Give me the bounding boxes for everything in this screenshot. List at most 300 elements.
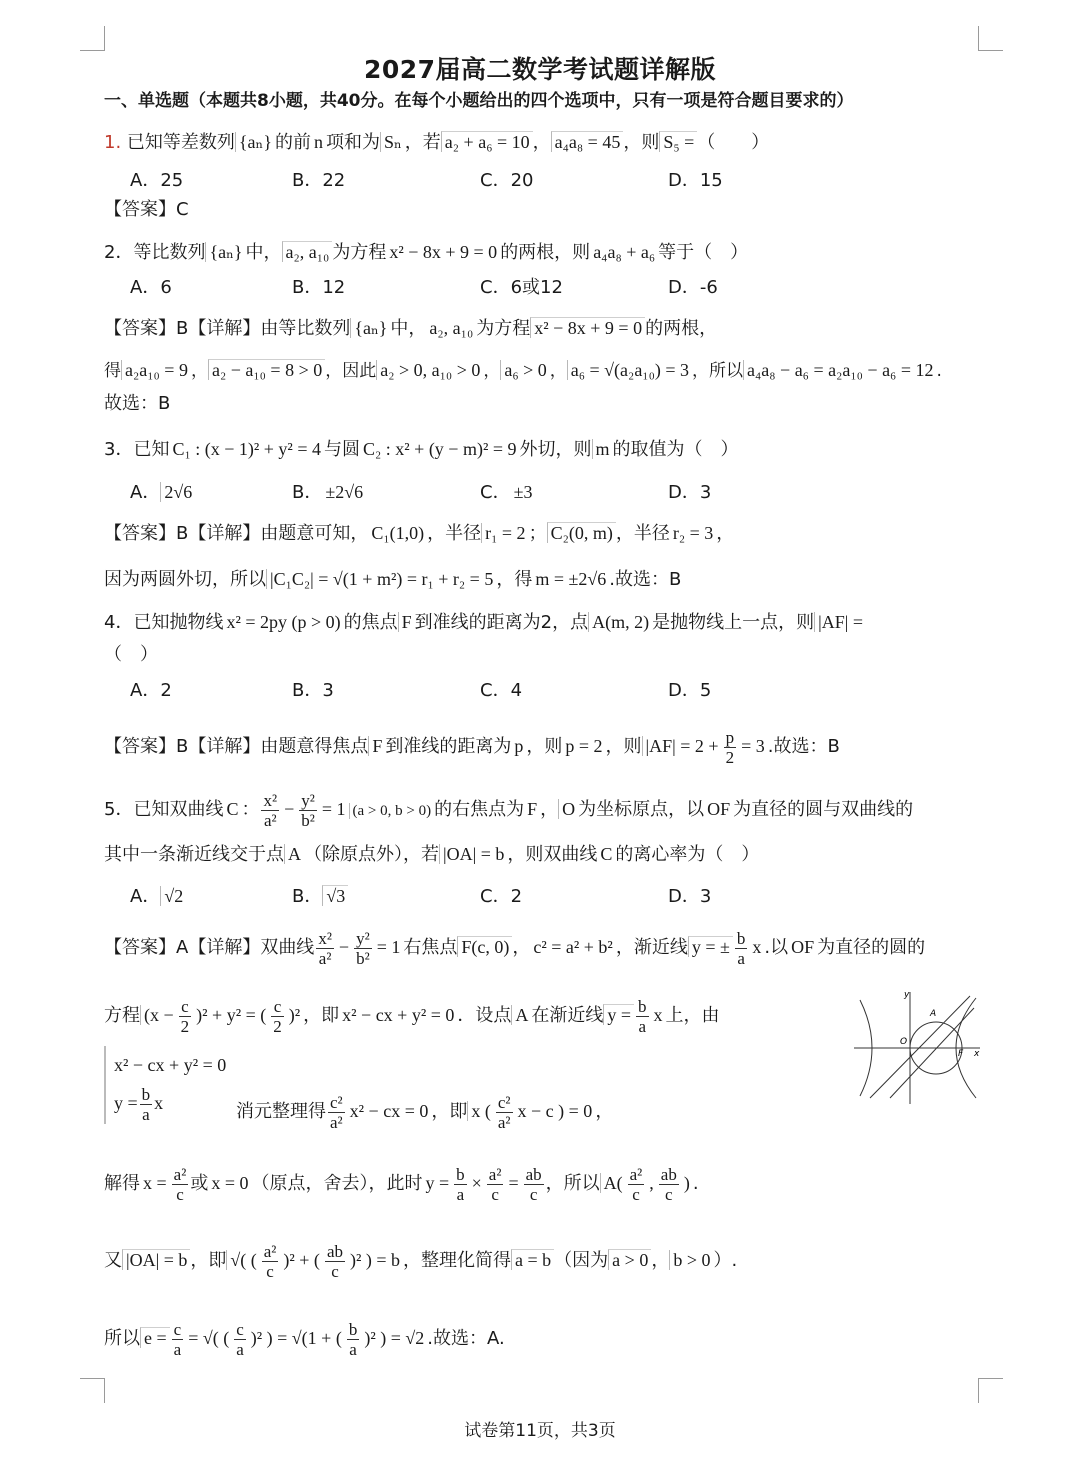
denominator: c — [266, 1261, 274, 1281]
numerator: ab — [660, 1164, 677, 1184]
option-label: A． — [130, 482, 161, 503]
q3-text: 与圆 — [323, 439, 360, 460]
answer-text: 所以 — [104, 1328, 140, 1349]
answer-text: ，即 — [303, 1005, 340, 1026]
crop-mark-bottom-right — [978, 1378, 1003, 1403]
math: x — [752, 937, 762, 957]
numerator: a² — [173, 1164, 187, 1184]
math: )² — [288, 1005, 301, 1025]
option-a — [130, 882, 186, 908]
math: |OA| = b — [122, 1249, 190, 1270]
fraction — [735, 929, 748, 968]
option-label: B． — [292, 482, 323, 503]
math: − — [284, 799, 295, 819]
denominator: a — [142, 1105, 150, 1125]
denominator: a² — [318, 948, 332, 968]
numerator: b — [348, 1319, 358, 1339]
math: x — [154, 1093, 164, 1113]
math: p = 2 — [565, 736, 603, 756]
option-b — [292, 882, 348, 908]
fraction — [299, 791, 317, 830]
answer-text: ， — [716, 523, 735, 544]
denominator: a — [737, 948, 745, 968]
denominator: c — [632, 1184, 640, 1204]
math: = √( ( — [188, 1328, 230, 1348]
math: (x − — [140, 1005, 177, 1025]
denominator: a² — [497, 1112, 511, 1132]
option-d: D．-6 — [668, 277, 718, 298]
denominator: a — [349, 1339, 357, 1359]
answer-text: ，则 — [605, 736, 642, 757]
section-heading: 一、单选题（本题共8小题，共40分。在每个小题给出的四个选项中，只有一项是符合题目要求的） — [104, 91, 854, 111]
answer-1: 【答案】C — [104, 199, 189, 220]
math: x — [653, 1005, 663, 1025]
option-a — [130, 478, 195, 504]
math: C — [600, 844, 613, 864]
answer-text: . — [692, 1173, 699, 1194]
fraction — [347, 1320, 360, 1359]
math: 2√6 — [160, 482, 195, 502]
q2-text: 中， — [245, 242, 282, 263]
math: − — [338, 937, 350, 957]
q2-text: 的两根，则 — [500, 242, 591, 263]
denominator: a — [173, 1339, 182, 1359]
math: x² − cx = 0 — [349, 1101, 429, 1121]
answer-text: 到准线的距离为 — [385, 736, 512, 757]
crop-mark-top-right — [978, 26, 1003, 51]
numerator: y² — [301, 790, 315, 810]
answer-text: .故选：A. — [427, 1328, 505, 1349]
question-2 — [104, 240, 748, 265]
answer-text: ，因此 — [325, 361, 377, 381]
denominator: c — [529, 1184, 538, 1204]
math: x² − 8x + 9 = 0 — [389, 242, 498, 262]
math: A — [284, 844, 304, 864]
q5-text: 的右焦点为 — [434, 799, 525, 820]
answer-text: ， — [512, 937, 531, 958]
answer-text: 的两根， — [645, 318, 718, 339]
denominator: b² — [356, 948, 370, 968]
answer-text: ，得 — [496, 569, 533, 590]
math: |AF| = 2 + — [642, 736, 722, 756]
x-label: x — [974, 1049, 980, 1059]
answer-4 — [104, 724, 840, 769]
math: C — [226, 799, 239, 819]
math: OF — [707, 799, 731, 819]
numerator: a² — [488, 1164, 502, 1184]
answer-text: ）. — [713, 1250, 738, 1271]
math: ) — [683, 1173, 690, 1193]
q5-text: 5．已知双曲线 — [104, 799, 224, 820]
answer-3-line-1 — [104, 521, 734, 546]
answer-text: 得 — [104, 361, 121, 381]
math: ±3 — [513, 482, 533, 502]
answer-text: ； — [528, 523, 547, 544]
fraction — [724, 728, 737, 767]
answer-text: .以 — [764, 937, 789, 958]
math: r₁ = 2 — [481, 523, 528, 543]
fraction — [325, 1242, 345, 1281]
fraction — [179, 997, 192, 1036]
math: (a > 0, b > 0) — [349, 803, 435, 819]
answer-text: 【答案】A【详解】双曲线 — [104, 937, 315, 958]
answer-2-line-3: 故选：B — [104, 393, 171, 414]
denominator: a — [456, 1184, 465, 1204]
equation-system — [104, 1046, 226, 1124]
y-label: y — [904, 990, 910, 1000]
fraction — [454, 1165, 467, 1204]
fraction — [328, 1093, 345, 1132]
denominator: a² — [330, 1112, 343, 1132]
denominator: a² — [263, 810, 277, 830]
math: F — [368, 736, 385, 756]
fraction — [172, 1320, 184, 1359]
question-4 — [104, 610, 866, 635]
math: a₂ > 0, a₁₀ > 0 — [376, 360, 483, 380]
math: = — [508, 1173, 519, 1193]
answer-text: .故选：B — [767, 736, 840, 757]
math: x² − 8x + 9 = 0 — [530, 317, 645, 338]
answer-text: 因为两圆外切，所以 — [104, 569, 266, 590]
math: )² ) = √(1 + ( — [250, 1328, 342, 1348]
math: A — [511, 1005, 531, 1025]
q2-text: 为方程 — [332, 242, 387, 263]
crop-mark-top-left — [80, 26, 105, 51]
fraction — [524, 1165, 544, 1204]
answer-text: ，即 — [431, 1101, 468, 1122]
answer-text: ，所以 — [692, 361, 744, 381]
math: x = — [143, 1173, 167, 1193]
math: = 3 — [741, 736, 765, 756]
option-d: D．5 — [668, 680, 712, 701]
option-d: D．15 — [668, 170, 723, 191]
numerator: p — [725, 727, 735, 747]
option-b: B．22 — [292, 170, 346, 191]
math: F — [527, 799, 538, 819]
option-b — [292, 478, 366, 504]
q1-text: ，则 — [623, 132, 660, 153]
option-label: B． — [292, 886, 323, 907]
option-d: D．3 — [668, 482, 712, 503]
math: n — [313, 132, 323, 152]
math: y = — [603, 1004, 634, 1025]
numerator: y² — [356, 928, 370, 948]
answer-text: 【答案】B【详解】由题意可知， — [104, 523, 369, 544]
fraction — [628, 1165, 645, 1204]
option-a: A．25 — [130, 170, 184, 191]
math: x ( — [467, 1101, 494, 1121]
math: x − c ) = 0 — [517, 1101, 593, 1121]
answer-text: 为直径的圆的 — [817, 937, 926, 958]
math: x² − cx + y² = 0 — [342, 1005, 455, 1025]
q5-text: ： — [241, 799, 260, 820]
option-d: D．3 — [668, 886, 712, 907]
answer-text: ， — [190, 361, 208, 381]
math: a = b — [511, 1249, 554, 1270]
answer-text: ， — [549, 361, 567, 381]
denominator: a — [236, 1339, 244, 1359]
math: y = — [114, 1093, 138, 1113]
answer-5-line-2 — [104, 990, 720, 1041]
denominator: 2 — [725, 747, 735, 767]
answer-text: 上，由 — [665, 1005, 720, 1026]
math: F(c, 0) — [457, 936, 512, 957]
math: {aₙ} — [205, 242, 245, 262]
crop-mark-bottom-left — [80, 1378, 105, 1403]
math: a₂ − a₁₀ = 8 > 0 — [208, 359, 325, 380]
question-5-line-2 — [104, 842, 759, 867]
question-4-paren: （ ） — [104, 644, 158, 665]
answer-text: ，整理化简得 — [403, 1250, 512, 1271]
system-equation-2 — [114, 1084, 226, 1124]
fraction — [659, 1165, 679, 1204]
answer-2-line-2 — [104, 358, 942, 383]
fraction — [636, 997, 649, 1036]
q1-text: ， — [532, 132, 551, 153]
answer-text: 方程 — [104, 1005, 140, 1026]
origin-label: O — [900, 1037, 908, 1047]
math: m — [592, 439, 613, 459]
math: |AF| = — [814, 612, 866, 632]
option-b: B．3 — [292, 680, 334, 701]
answer-text: ，渐近线 — [615, 937, 688, 958]
question-1 — [104, 130, 769, 155]
answer-2-line-1 — [104, 316, 717, 341]
numerator: x² — [318, 928, 332, 948]
math: √( ( — [226, 1250, 259, 1270]
q5-text: 为坐标原点，以 — [578, 799, 705, 820]
question-3 — [104, 437, 739, 462]
numerator: c² — [330, 1092, 343, 1112]
math: x² = 2py (p > 0) — [226, 612, 341, 632]
q1-text: 已知等差数列 — [126, 132, 235, 153]
system-equation-1: x² − cx + y² = 0 — [114, 1055, 227, 1075]
answer-text: 或 — [190, 1173, 209, 1194]
q5-text: 的离心率为（ ） — [615, 844, 760, 865]
math: OF — [791, 937, 815, 957]
q4-text: 是抛物线上一点，则 — [652, 612, 815, 633]
option-c — [480, 478, 535, 504]
fraction — [271, 997, 284, 1036]
math: {aₙ} — [235, 132, 275, 152]
numerator: b — [456, 1164, 465, 1184]
math: C₂(0, m) — [547, 522, 616, 543]
asymptote — [870, 996, 970, 1098]
math: A( — [600, 1173, 626, 1193]
math: C₂ : x² + (y − m)² = 9 — [362, 439, 517, 459]
math: |C₁C₂| = √(1 + m²) = r₁ + r₂ = 5 — [266, 569, 496, 589]
answer-text: 解得 — [104, 1173, 140, 1194]
answer-text: 在渐近线 — [531, 1005, 604, 1026]
math: a₄a₈ − a₆ = a₂a₁₀ − a₆ = 12 — [743, 360, 936, 380]
q1-text: ，若 — [404, 132, 441, 153]
point-a-label: A — [930, 1009, 937, 1019]
numerator: a² — [629, 1164, 643, 1184]
math: O — [558, 799, 578, 819]
answer-text: （因为 — [554, 1250, 609, 1271]
answer-5-line-4 — [104, 1158, 699, 1209]
answer-text: ， — [483, 361, 501, 381]
math: c² = a² + b² — [533, 937, 613, 957]
math: )² ) = b — [349, 1250, 401, 1270]
answer-5-line-1 — [104, 924, 925, 971]
q4-text: 到准线的距离为2，点 — [414, 612, 589, 633]
denominator: 2 — [180, 1016, 190, 1036]
numerator: a² — [263, 1241, 277, 1261]
answer-text: 为方程 — [476, 318, 531, 339]
option-a: A．2 — [130, 680, 172, 701]
answer-text: 【答案】B【详解】由等比数列 — [104, 318, 351, 339]
answer-text: ，半径 — [615, 523, 670, 544]
math: |OA| = b — [439, 844, 507, 864]
math: )² + ( — [283, 1250, 320, 1270]
question-5-line-1 — [104, 786, 913, 834]
math: F — [398, 612, 415, 632]
page-footer: 试卷第11页，共3页 — [464, 1421, 616, 1441]
math: a₂, a₁₀ — [429, 318, 474, 338]
q5-text: ， — [540, 799, 559, 820]
math: A(m, 2) — [588, 612, 652, 632]
math: a₆ > 0 — [500, 360, 549, 380]
math: × — [471, 1173, 482, 1193]
option-c: C．4 — [480, 680, 523, 701]
denominator: c — [491, 1184, 499, 1204]
denominator: a — [638, 1016, 647, 1036]
q3-text: 3．已知 — [104, 439, 170, 460]
math: )² + y² = ( — [196, 1005, 267, 1025]
answer-text: 中， — [390, 318, 427, 339]
answer-text: .故选：B — [609, 569, 682, 590]
denominator: 2 — [273, 1016, 282, 1036]
numerator: x² — [263, 790, 278, 810]
math: b > 0 — [669, 1250, 713, 1270]
denominator: c — [665, 1184, 673, 1204]
option-label: A． — [130, 886, 161, 907]
q1-text: 项和为 — [325, 132, 380, 153]
math: √3 — [322, 885, 348, 906]
denominator: c — [331, 1261, 339, 1281]
q5-text: 为直径的圆与双曲线的 — [733, 799, 914, 820]
denominator: b² — [301, 810, 315, 830]
q4-text: 4．已知抛物线 — [104, 612, 224, 633]
answer-text: 右焦点 — [403, 937, 458, 958]
math: m = ±2√6 — [535, 569, 607, 589]
question-number: 1. — [104, 132, 122, 153]
numerator: ab — [326, 1241, 343, 1261]
numerator: b — [638, 996, 647, 1016]
numerator: c — [236, 1319, 244, 1339]
math: a₂ + a₆ = 10 — [441, 131, 533, 152]
numerator: c — [179, 997, 192, 1017]
q4-text: 的焦点 — [343, 612, 398, 633]
math: x = 0 — [211, 1173, 249, 1193]
fraction — [140, 1085, 153, 1124]
math: ±2√6 — [325, 482, 364, 502]
fraction — [496, 1093, 513, 1132]
q3-text: 的取值为（ ） — [612, 439, 739, 460]
answer-5-line-6 — [104, 1310, 505, 1367]
answer-text: ，即 — [190, 1250, 227, 1271]
math: S₅ = — [659, 131, 697, 152]
math: C₁(1,0) — [371, 523, 425, 543]
math: , — [649, 1173, 654, 1193]
answer-text: 消元整理得 — [236, 1101, 326, 1122]
answer-text: （原点，舍去），此时 — [251, 1173, 423, 1194]
option-a: A．6 — [130, 277, 172, 298]
answer-text: ，则 — [526, 736, 563, 757]
math: a > 0 — [608, 1249, 651, 1270]
math: a₆ = √(a₂a₁₀) = 3 — [567, 360, 692, 380]
math: y = ± — [688, 936, 733, 957]
q1-text: 的前 — [274, 132, 311, 153]
numerator: ab — [525, 1164, 542, 1184]
math: {aₙ} — [350, 318, 390, 338]
math: Sₙ — [380, 132, 405, 152]
q2-text: 2．等比数列 — [104, 242, 206, 263]
math: = 1 — [376, 937, 401, 957]
fraction — [316, 929, 334, 968]
denominator: c — [176, 1184, 184, 1204]
q3-text: 外切，则 — [519, 439, 592, 460]
option-c: C．6或12 — [480, 277, 563, 298]
math: a₄a₈ + a₆ — [593, 242, 656, 262]
page-title: 2027届高二数学考试题详解版 — [363, 55, 717, 84]
fraction — [261, 791, 279, 830]
option-c: C．2 — [480, 886, 523, 907]
numerator: c — [173, 1319, 182, 1339]
q5-text: ，则双曲线 — [507, 844, 598, 865]
hyperbola-figure — [850, 988, 982, 1106]
math: a₂, a₁₀ — [282, 241, 333, 262]
answer-text: 又 — [104, 1250, 122, 1271]
fraction — [487, 1165, 504, 1204]
q5-text: 其中一条渐近线交于点 — [104, 844, 284, 865]
fraction — [234, 1320, 246, 1359]
q2-text: 等于（ ） — [658, 242, 749, 263]
numerator: c — [271, 997, 284, 1017]
math: a₄a₈ = 45 — [551, 131, 624, 152]
math: p — [514, 736, 524, 756]
q5-text: （除原点外），若 — [304, 844, 439, 865]
answer-5-line-5 — [104, 1232, 737, 1289]
numerator: c² — [497, 1092, 511, 1112]
math: C₁ : (x − 1)² + y² = 4 — [172, 439, 321, 459]
answer-text: ，所以 — [545, 1173, 600, 1194]
answer-text: ， — [651, 1250, 670, 1271]
fraction — [262, 1242, 279, 1281]
answer-5-line-3 — [236, 1088, 613, 1135]
option-label: C． — [480, 482, 511, 503]
fraction — [354, 929, 372, 968]
math: = 1 — [321, 799, 346, 819]
answer-text: 【答案】B【详解】由题意得焦点 — [104, 736, 369, 757]
focus-label: F — [958, 1049, 964, 1059]
answer-text: ， — [595, 1101, 614, 1122]
math: )² ) = √2 — [364, 1328, 425, 1348]
math: y = — [425, 1173, 450, 1193]
numerator: b — [736, 928, 746, 948]
answer-text: . — [936, 361, 942, 381]
fraction — [172, 1165, 189, 1204]
math: r₂ = 3 — [672, 523, 714, 543]
numerator: b — [141, 1085, 151, 1105]
math: a₂a₁₀ = 9 — [121, 360, 191, 380]
math: √2 — [160, 886, 186, 906]
answer-text: ，半径 — [427, 523, 482, 544]
option-c: C．20 — [480, 170, 534, 191]
math: e = — [140, 1327, 170, 1348]
answer-text: ．设点 — [457, 1005, 512, 1026]
